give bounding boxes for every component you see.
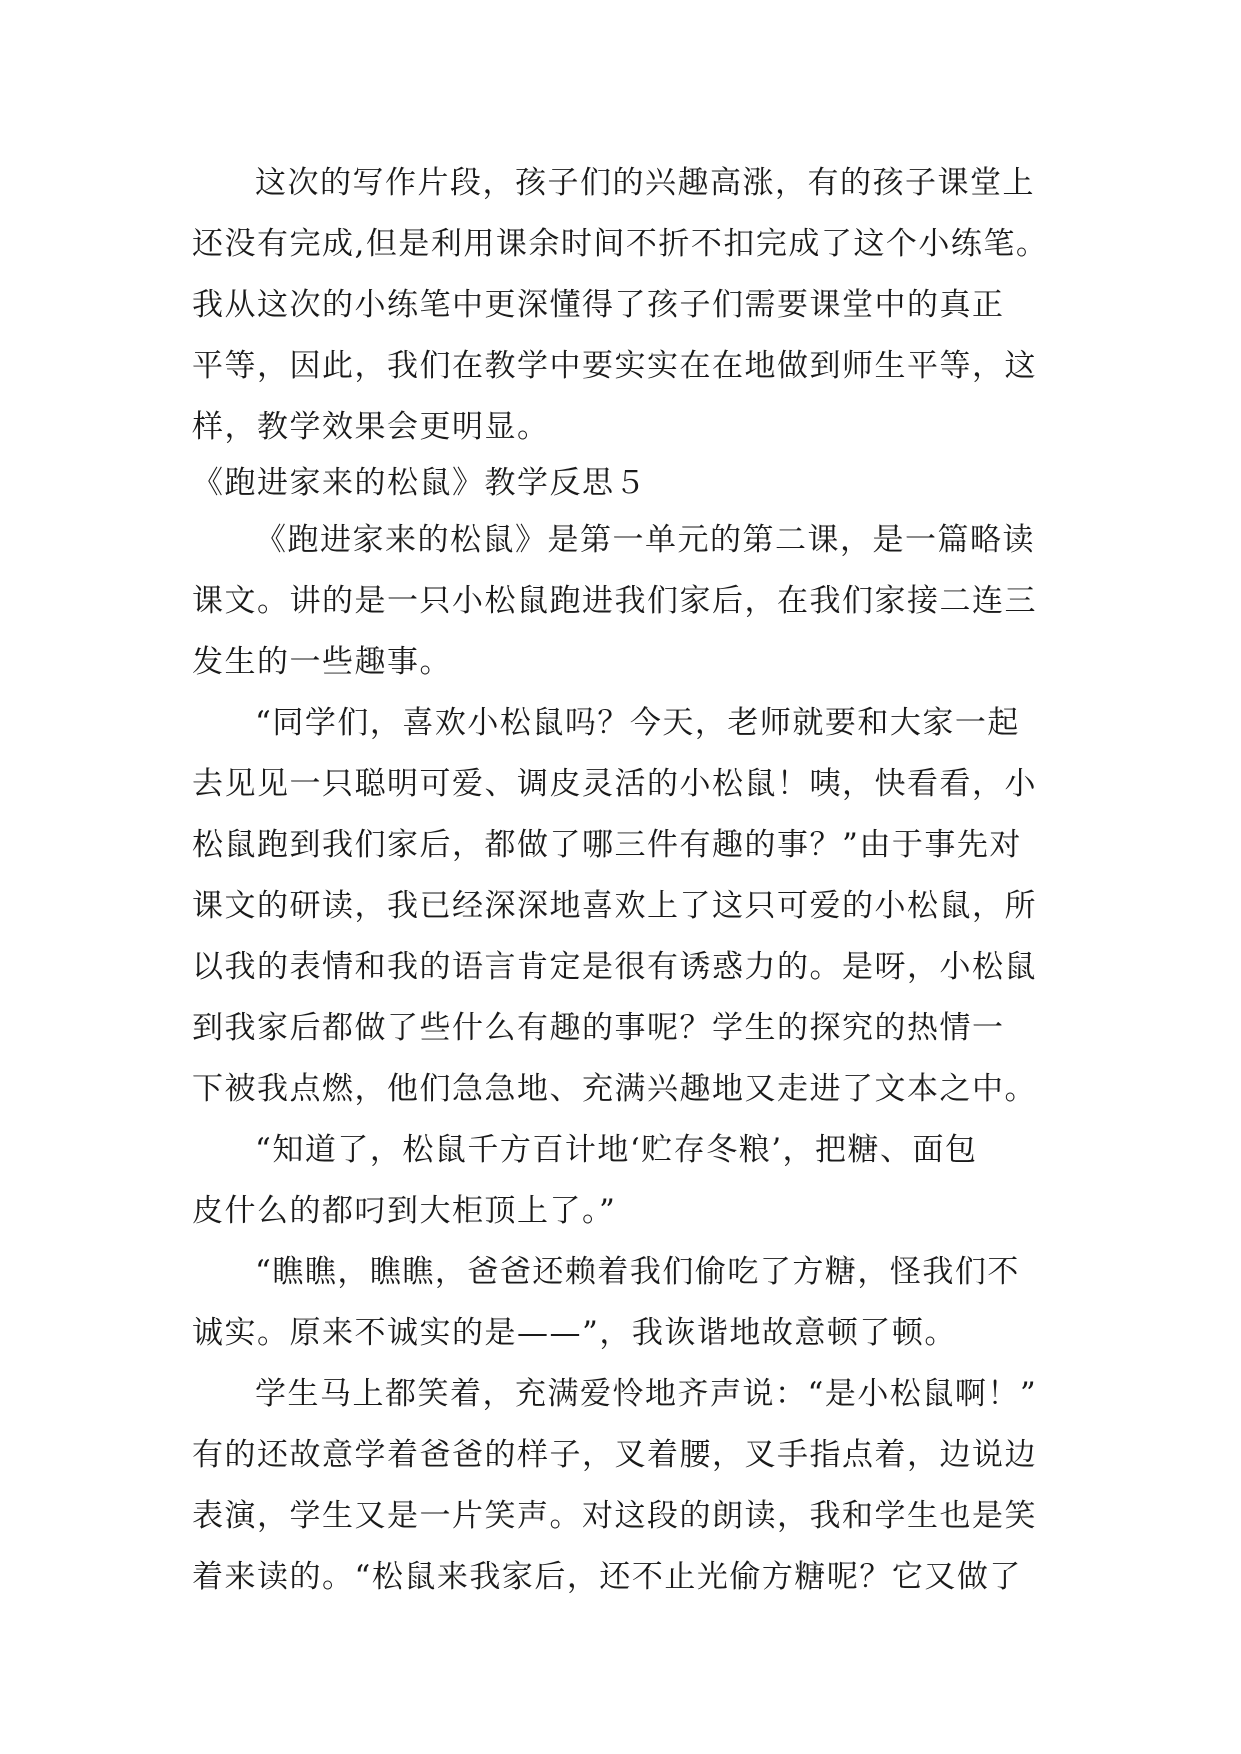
text-line: 皮什么的都叼到大柜顶上了。” [192, 1193, 617, 1229]
text-line: 《跑进家来的松鼠》是第一单元的第二课，是一篇略读 [255, 522, 1035, 558]
text-line: 着来读的。“松鼠来我家后，还不止光偷方糖呢？它又做了 [192, 1559, 1022, 1595]
text-line: 以我的表情和我的语言肯定是很有诱惑力的。是呀，小松鼠 [192, 949, 1037, 985]
text-line: 我从这次的小练笔中更深懂得了孩子们需要课堂中的真正 [192, 287, 1005, 323]
text-line: 课文。讲的是一只小松鼠跑进我们家后，在我们家接二连三 [192, 583, 1037, 619]
text-line: 下被我点燃，他们急急地、充满兴趣地又走进了文本之中。 [192, 1071, 1037, 1107]
text-line: “同学们，喜欢小松鼠吗？今天，老师就要和大家一起 [255, 705, 1020, 741]
text-line: “知道了，松鼠千方百计地‘贮存冬粮’，把糖、面包 [255, 1132, 978, 1168]
text-line: 松鼠跑到我们家后，都做了哪三件有趣的事？”由于事先对 [192, 827, 1022, 863]
section-heading: 《跑进家来的松鼠》教学反思５ [192, 465, 647, 501]
text-line: 这次的写作片段，孩子们的兴趣高涨，有的孩子课堂上 [255, 165, 1035, 201]
text-line: 学生马上都笑着，充满爱怜地齐声说：“是小松鼠啊！” [255, 1376, 1038, 1412]
text-line: “瞧瞧，瞧瞧，爸爸还赖着我们偷吃了方糖，怪我们不 [255, 1254, 1020, 1290]
text-line: 表演，学生又是一片笑声。对这段的朗读，我和学生也是笑 [192, 1498, 1037, 1534]
text-line: 发生的一些趣事。 [192, 644, 452, 680]
text-line: 平等，因此，我们在教学中要实实在在地做到师生平等，这 [192, 348, 1037, 384]
text-line: 有的还故意学着爸爸的样子，叉着腰，叉手指点着，边说边 [192, 1437, 1037, 1473]
text-line: 还没有完成,但是利用课余时间不折不扣完成了这个小练笔。 [192, 226, 1049, 262]
text-line: 样，教学效果会更明显。 [192, 409, 550, 445]
text-line: 课文的研读，我已经深深地喜欢上了这只可爱的小松鼠，所 [192, 888, 1037, 924]
text-line: 到我家后都做了些什么有趣的事呢？学生的探究的热情一 [192, 1010, 1005, 1046]
text-line: 诚实。原来不诚实的是——”，我诙谐地故意顿了顿。 [192, 1315, 957, 1351]
text-line: 去见见一只聪明可爱、调皮灵活的小松鼠！咦，快看看，小 [192, 766, 1037, 802]
